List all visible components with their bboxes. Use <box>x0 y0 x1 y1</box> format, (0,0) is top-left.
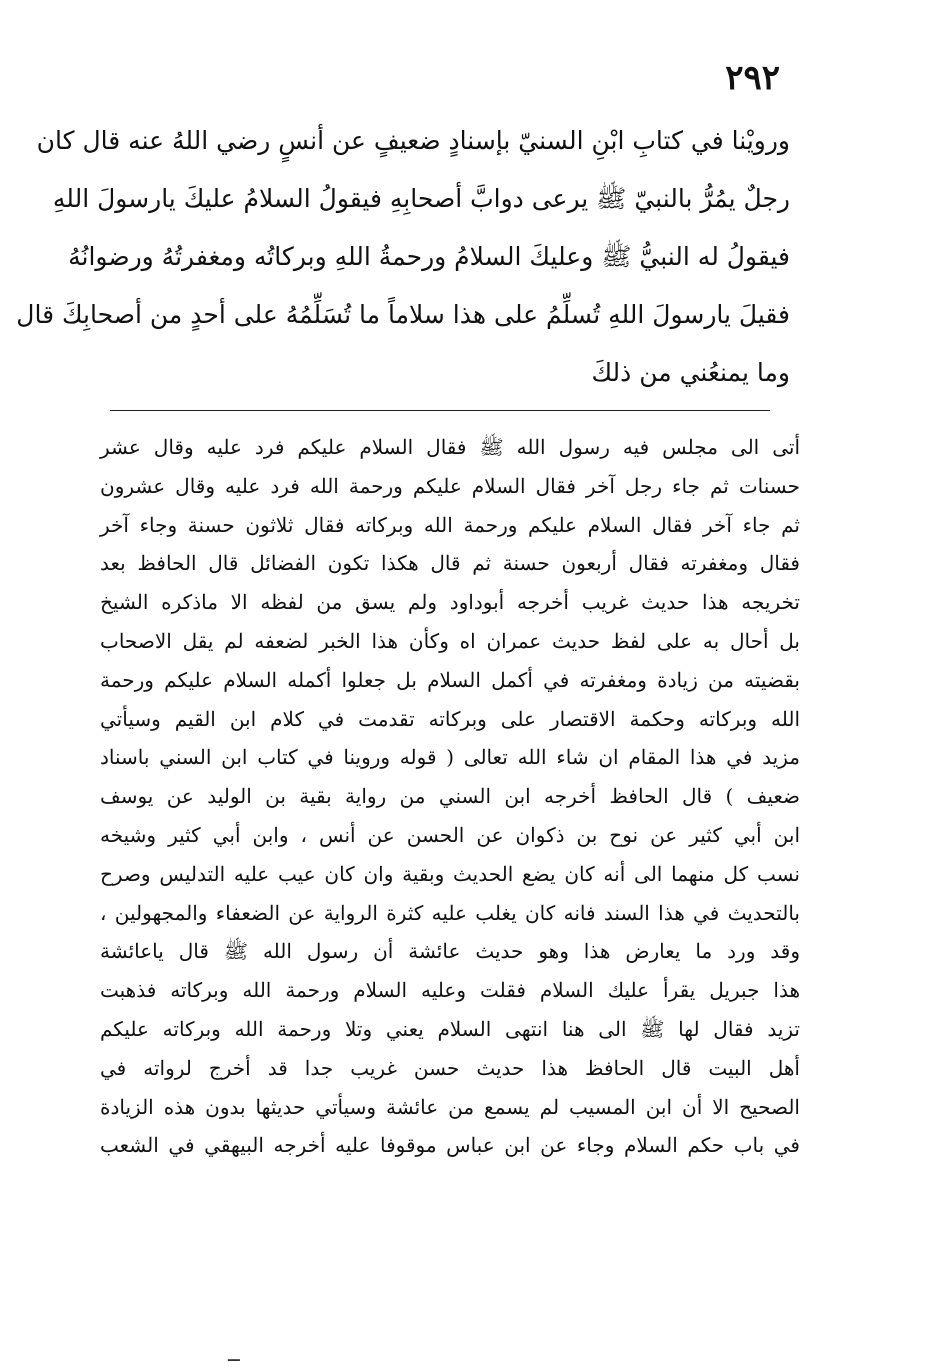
main-text-line: فقيلَ يارسولَ اللهِ تُسلِّمُ على هذا سلاماً ما تُسَلِّمُهُ على أحدٍ من أصحابِكَ قال <box>16 300 790 329</box>
footer-mark: ــ <box>228 1342 240 1366</box>
note-line: ثم جاء آخر فقال السلام عليكم ورحمة الله وبركاته فقال ثلاثون حسنة وجاء آخر <box>100 512 800 537</box>
note-line: مزيد في هذا المقام ان شاء الله تعالى ( قوله وروينا في كتاب ابن السني باسناد <box>100 745 800 770</box>
note-line: حسنات ثم جاء رجل آخر فقال السلام عليكم ورحمة الله فرد عليه وقال عشرون <box>100 473 800 498</box>
main-text <box>16 112 790 402</box>
note-line: وقد ورد ما يعارض هذا وهو حديث عائشة أن رسول الله ﷺ قال ياعائشة <box>100 939 800 964</box>
note-line: تزيد فقال لها ﷺ الى هنا انتهى السلام يعني وتلا ورحمة الله وبركاته عليكم <box>100 1016 800 1041</box>
note-line: تخريجه هذا حديث غريب أخرجه أبوداود ولم يسق من لفظه الا ماذكره الشيخ <box>100 590 800 615</box>
note-line: نسب كل منهما الى أنه كان يضع الحديث وبقية وان كان عيب عليه التدليس وصرح <box>100 861 800 886</box>
note-line: ابن أبي كثير عن نوح بن ذكوان عن الحسن عن أنس ، وابن أبي كثير وشيخه <box>100 822 800 847</box>
note-line: فقال ومغفرته فقال أربعون حسنة ثم قال هكذا تكون الفضائل قال الحافظ بعد <box>100 551 800 576</box>
main-text-line: ورويْنا في كتابِ ابْنِ السنيّ بإسنادٍ ضعيفٍ عن أنسٍ رضي اللهُ عنه قال كان <box>36 126 790 155</box>
note-line: أهل البيت قال الحافظ هذا حديث حسن غريب جدا قد أخرج لرواته في <box>100 1055 800 1080</box>
note-line: بقضيته من زيادة ومغفرته في أكمل السلام بل جعلوا أكمله السلام عليكم ورحمة <box>100 667 800 692</box>
footnote-divider <box>110 410 770 411</box>
page-number: ٢٩٢ <box>725 58 780 98</box>
note-line: هذا جبريل يقرأ عليك السلام فقلت وعليه السلام ورحمة الله وبركاته فذهبت <box>100 978 800 1003</box>
main-text-line: رجلٌ يمُرُّ بالنبيّ ﷺ يرعى دوابَّ أصحابِهِ فيقولُ السلامُ عليكَ يارسولَ اللهِ <box>52 184 790 213</box>
note-line: بالتحديث في هذا السند فانه كان يغلب عليه كثرة الرواية عن الضعفاء والمجهولين ، <box>100 900 800 925</box>
main-text-line: وما يمنعُني من ذلكَ <box>591 358 790 387</box>
note-line: الصحيح الا أن ابن المسيب لم يسمع من عائشة وسيأتي حديثها بدون هذه الزيادة <box>100 1094 800 1119</box>
note-line: أتى الى مجلس فيه رسول الله ﷺ فقال السلام عليكم فرد عليه وقال عشر <box>100 435 800 459</box>
note-line: في باب حكم السلام وجاء عن ابن عباس موقوفا عليه أخرجه البيهقي في الشعب <box>100 1133 800 1158</box>
commentary-notes <box>100 428 800 1165</box>
note-line: ضعيف ) قال الحافظ أخرجه ابن السني من رواية بقية بن الوليد عن يوسف <box>100 784 800 809</box>
note-line: الله وبركاته وحكمة الاقتصار على وبركاته تقدمت في كلام ابن القيم وسيأتي <box>100 706 800 731</box>
note-line: بل أحال به على لفظ حديث عمران اه وكأن هذا الخبر لضعفه لم يقل الاصحاب <box>100 628 800 653</box>
main-text-line: فيقولُ له النبيُّ ﷺ وعليكَ السلامُ ورحمةُ اللهِ وبركاتُه ومغفرتُهُ ورضوانُهُ <box>68 242 790 271</box>
